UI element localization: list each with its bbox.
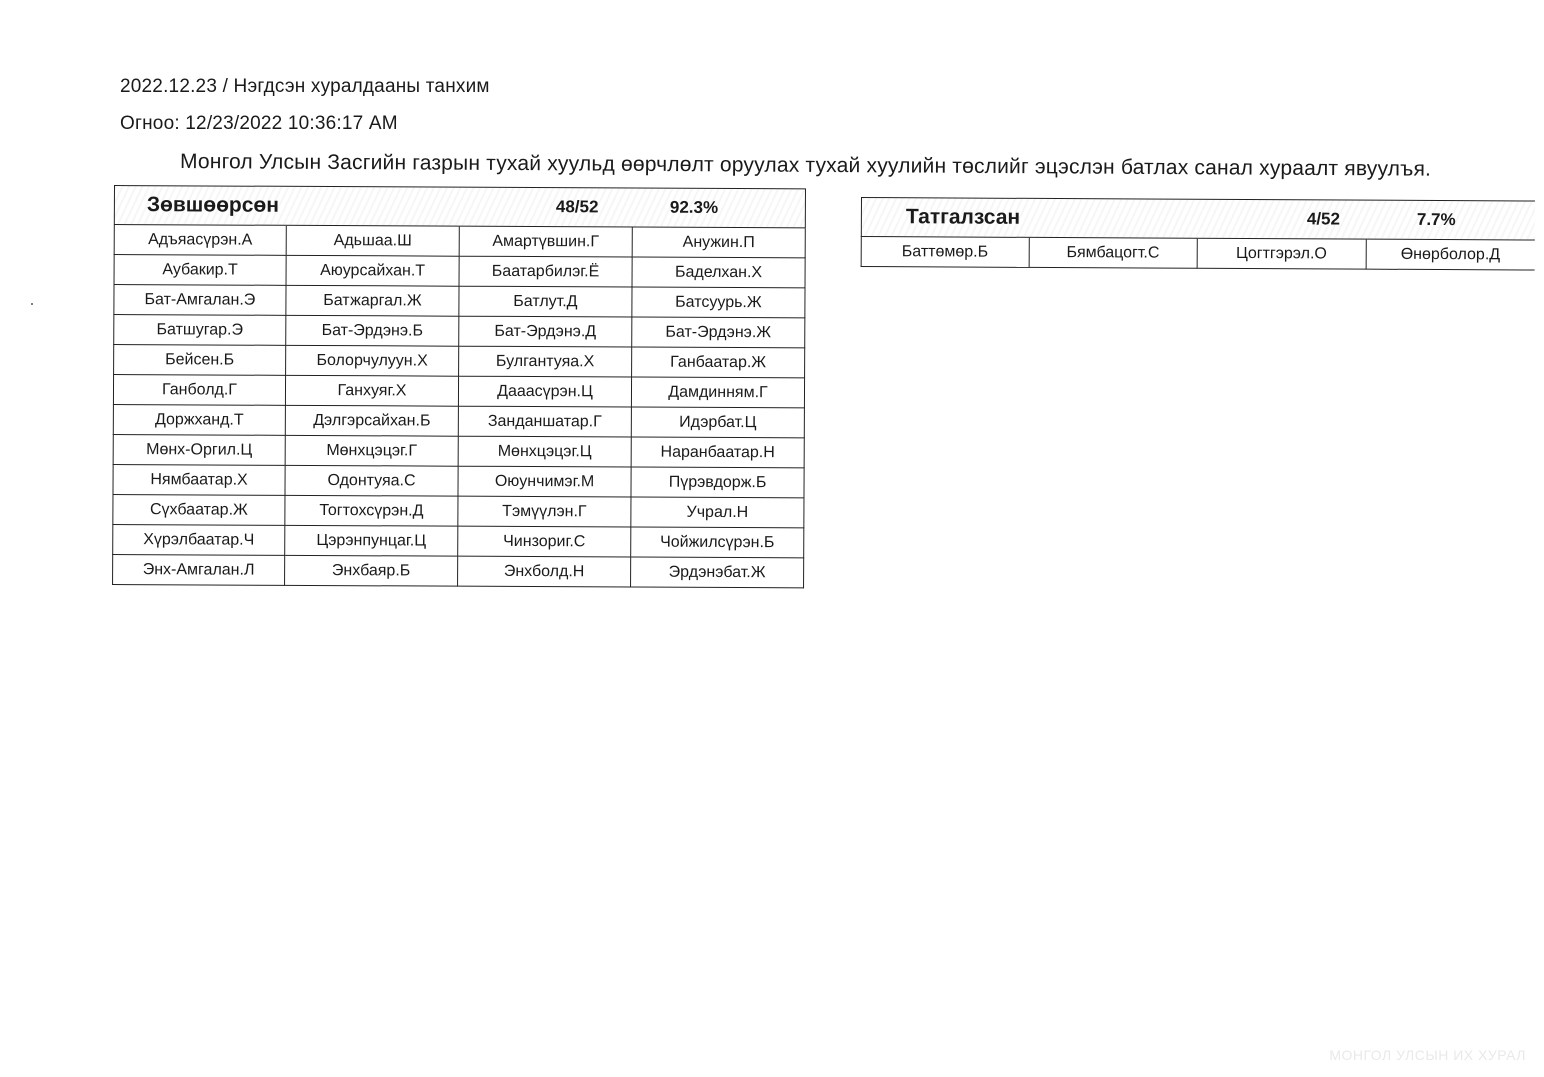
approve-name-cell: Мөнх-Оргил.Ц <box>113 435 286 466</box>
approve-name-cell: Бат-Эрдэнэ.Д <box>459 317 632 348</box>
approve-name-cell: Эрдэнэбат.Ж <box>631 558 804 589</box>
approve-name-cell: Дэлгэрсайхан.Б <box>286 406 459 437</box>
approve-name-cell: Аюурсайхан.Т <box>287 256 460 287</box>
approve-name-cell: Булгантуяа.Х <box>459 347 632 378</box>
approve-name-cell: Тэмүүлэн.Г <box>458 497 631 528</box>
approve-name-cell: Ганбаатар.Ж <box>632 348 805 379</box>
reject-title: Татгалзсан <box>905 205 1021 229</box>
approve-name-cell: Анужин.П <box>633 228 806 259</box>
reject-name-cell: Бямбацогт.С <box>1029 238 1198 269</box>
approve-name-cell: Батлут.Д <box>459 287 632 318</box>
session-title: 2022.12.23 / Нэгдсэн хуралдааны танхим <box>120 76 490 97</box>
approve-name-cell: Ганхуяг.Х <box>286 376 459 407</box>
approve-name-cell: Адьшаа.Ш <box>287 226 460 257</box>
approve-name-cell: Дамдинням.Г <box>632 378 805 409</box>
approve-name-cell: Энхбаяр.Б <box>285 556 458 587</box>
approve-name-cell: Наранбаатар.Н <box>632 438 805 469</box>
motion-text: Монгол Улсын Засгийн газрын тухай хуульд өөрчлөлт оруулах тухай хуулийн төслийг эцэслэн батлах санал хураалт явуулъя. <box>179 150 1432 181</box>
reject-table <box>861 197 1535 271</box>
reject-name-cell: Цогтгэрэл.О <box>1198 239 1367 270</box>
approve-name-cell: Батшугар.Э <box>113 315 286 346</box>
approve-name-cell: Аубакир.Т <box>114 255 287 286</box>
approve-name-cell: Сүхбаатар.Ж <box>112 495 285 526</box>
approve-name-cell: Бат-Эрдэнэ.Ж <box>632 318 805 349</box>
approve-name-cell: Бат-Эрдэнэ.Б <box>286 316 459 347</box>
reject-count: 4/52 <box>1306 209 1341 229</box>
approve-name-cell: Пүрэвдорж.Б <box>631 468 804 499</box>
approve-table-header <box>114 185 806 228</box>
approve-percent: 92.3% <box>669 197 719 217</box>
approve-name-cell: Ганболд.Г <box>113 375 286 406</box>
approve-name-cell: Амартүвшин.Г <box>460 227 633 258</box>
approve-name-cell: Энхболд.Н <box>458 557 631 588</box>
approve-name-cell: Доржханд.Т <box>113 405 286 436</box>
approve-name-cell: Энх-Амгалан.Л <box>112 555 285 586</box>
approve-name-cell: Цэрэнпунцаг.Ц <box>285 526 458 557</box>
approve-name-cell: Болорчулуун.Х <box>286 346 459 377</box>
approve-name-cell: Идэрбат.Ц <box>632 408 805 439</box>
reject-name-cell: Баттөмөр.Б <box>861 237 1030 268</box>
approve-title: Зөвшөөрсөн <box>146 193 280 217</box>
approve-name-cell: Бат-Амгалан.Э <box>113 285 286 316</box>
approve-name-cell: Учрал.Н <box>631 498 804 529</box>
approve-name-cell: Бейсен.Б <box>113 345 286 376</box>
approve-name-cell: Баделхан.Х <box>633 258 806 289</box>
approve-name-cell: Адъяасүрэн.А <box>114 225 287 256</box>
approve-name-cell: Занданшатар.Г <box>459 407 632 438</box>
approve-name-cell: Дааасүрэн.Ц <box>459 377 632 408</box>
reject-table-header <box>861 197 1535 241</box>
session-date: Огноо: 12/23/2022 10:36:17 AM <box>120 113 398 134</box>
approve-name-grid <box>112 225 806 588</box>
approve-name-cell: Чойжилсүрэн.Б <box>631 528 804 559</box>
approve-name-cell: Тогтохсүрэн.Д <box>285 496 458 527</box>
reject-name-cell: Өнөрболор.Д <box>1366 240 1535 271</box>
approve-name-cell: Баатарбилэг.Ё <box>460 257 633 288</box>
approve-name-cell: Одонтуяа.С <box>285 466 458 497</box>
scan-speck <box>31 303 33 305</box>
approve-name-cell: Чинзориг.С <box>458 527 631 558</box>
approve-name-cell: Хүрэлбаатар.Ч <box>112 525 285 556</box>
watermark: МОНГОЛ УЛСЫН ИХ ХУРАЛ <box>1329 1047 1526 1063</box>
reject-name-grid <box>861 237 1535 271</box>
reject-percent: 7.7% <box>1416 209 1456 230</box>
approve-name-cell: Мөнхцэцэг.Ц <box>459 437 632 468</box>
approve-name-cell: Батжаргал.Ж <box>286 286 459 317</box>
approve-name-cell: Батсуурь.Ж <box>632 288 805 319</box>
approve-name-cell: Мөнхцэцэг.Г <box>286 436 459 467</box>
approve-name-cell: Оюунчимэг.М <box>458 467 631 498</box>
approve-table <box>112 185 806 588</box>
approve-count: 48/52 <box>555 197 599 217</box>
approve-name-cell: Нямбаатар.Х <box>112 465 285 496</box>
